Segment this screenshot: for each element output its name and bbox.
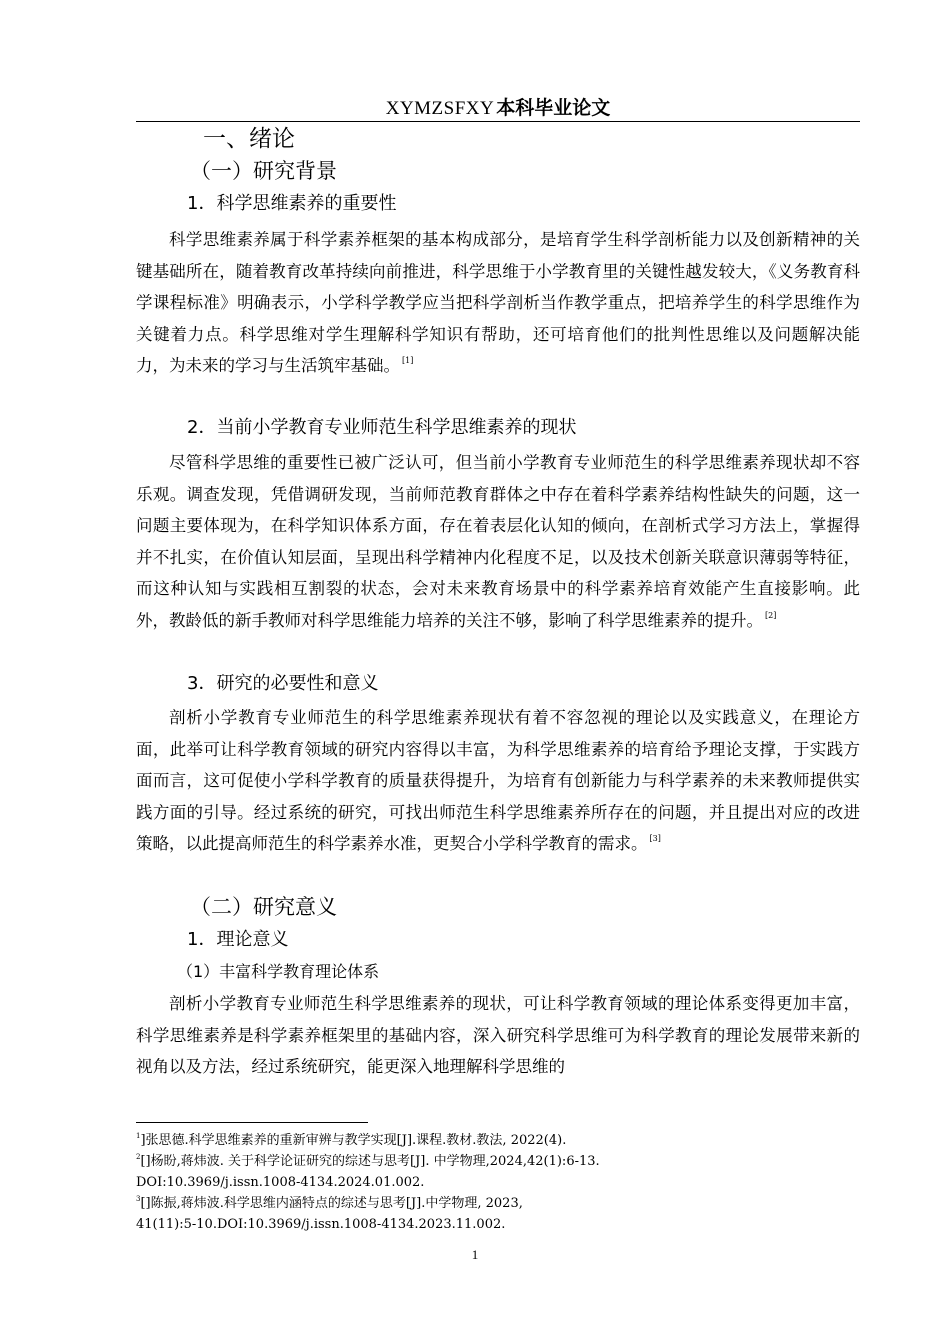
section-title-significance: （二）研究意义 (190, 895, 337, 919)
section-title-background: （一）研究背景 (190, 159, 337, 183)
footnote-mark: 1 (136, 1132, 141, 1140)
chapter-title: 一、绪论 (203, 126, 295, 152)
citation-ref: [2] (765, 610, 777, 620)
footnote-doi: DOI:10.3969/j.issn.1008-4134.2024.01.002. (136, 1175, 425, 1190)
footnote-mark: 3 (136, 1195, 141, 1203)
footnote-1 (136, 1130, 836, 1151)
subsection-title-theory: 1．理论意义 (187, 929, 289, 950)
footnote-mark: 2 (136, 1153, 141, 1161)
subsection-title-necessity: 3．研究的必要性和意义 (187, 673, 379, 694)
paragraph-theory (136, 988, 860, 1083)
school-code: XYMZSFXY (385, 98, 495, 119)
paragraph-text: 剖析小学教育专业师范生的科学思维素养现状有着不容忽视的理论以及实践意义，在理论方面，此举可让科学教育领域的研究内容得以丰富，为科学思维素养的培育给予理论支撑，于实践方面而言，这可促使小学科学教育的质量获得提升，为培育有创新能力与科学素养的未来教师提供实践方面的引导。经过系统的研究，可找出师范生科学思维素养所存在的问题，并且提出对应的改进策略，以此提高师范生的科学素养水准，更契合小学科学教育的需求。 (136, 708, 860, 853)
subsection-title-importance: 1．科学思维素养的重要性 (187, 193, 397, 214)
footnotes (136, 1130, 836, 1235)
paragraph-text: 科学思维素养属于科学素养框架的基本构成部分，是培育学生科学剖析能力以及创新精神的关键基础所在，随着教育改革持续向前推进，科学思维于小学教育里的关键性越发较大，《义务教育科学课程标准》明确表示，小学科学教学应当把科学剖析当作教学重点，把培养学生的科学思维作为关键着力点。科学思维对学生理解科学知识有帮助，还可培育他们的批判性思维以及问题解决能力，为未来的学习与生活筑牢基础。 (136, 230, 860, 375)
paragraph-necessity (136, 702, 860, 860)
subsubsection-title-theory-system: （1）丰富科学教育理论体系 (177, 962, 380, 981)
footnote-separator (136, 1122, 368, 1123)
page-number: 1 (471, 1247, 479, 1262)
paragraph-text: 尽管科学思维的重要性已被广泛认可，但当前小学教育专业师范生的科学思维素养现状却不容乐观。调查发现，凭借调研发现，当前师范教育群体之中存在着科学素养结构性缺失的问题，这一问题主要体现为，在科学知识体系方面，存在着表层化认知的倾向，在剖析式学习方法上，掌握得并不扎实，在价值认知层面，呈现出科学精神内化程度不足，以及技术创新关联意识薄弱等特征，而这种认知与实践相互割裂的状态，会对未来教育场景中的科学素养培育效能产生直接影响。此外，教龄低的新手教师对科学思维能力培养的关注不够，影响了科学思维素养的提升。 (136, 453, 860, 630)
paragraph-status (136, 447, 860, 636)
paragraph-importance (136, 224, 860, 382)
footnote-text: ]张思德.科学思维素养的重新审辨与教学实现[J].课程.教材.教法, 2022(4). (140, 1133, 567, 1148)
page-header (136, 96, 860, 122)
document-type: 本科毕业论文 (496, 97, 611, 119)
footnote-text: []陈振,蒋炜波.科学思维内涵特点的综述与思考[J].中学物理, 2023, (140, 1196, 523, 1211)
footnote-doi: 41(11):5-10.DOI:10.3969/j.issn.1008-4134.2023.11.002. (136, 1217, 506, 1232)
paragraph-text: 剖析小学教育专业师范生科学思维素养的现状，可让科学教育领域的理论体系变得更加丰富，科学思维素养是科学素养框架里的基础内容，深入研究科学思维可为科学教育的理论发展带来新的视角以及方法，经过系统研究，能更深入地理解科学思维的 (136, 994, 860, 1076)
citation-ref: [1] (402, 356, 414, 365)
header-rule (136, 121, 860, 122)
subsection-title-status: 2．当前小学教育专业师范生科学思维素养的现状 (187, 417, 577, 438)
footnote-2 (136, 1151, 836, 1193)
citation-ref: [3] (649, 834, 661, 843)
footnote-3 (136, 1193, 836, 1235)
footnote-text: []杨盼,蒋炜波. 关于科学论证研究的综述与思考[J]. 中学物理,2024,42(1):6-13. (140, 1154, 600, 1169)
